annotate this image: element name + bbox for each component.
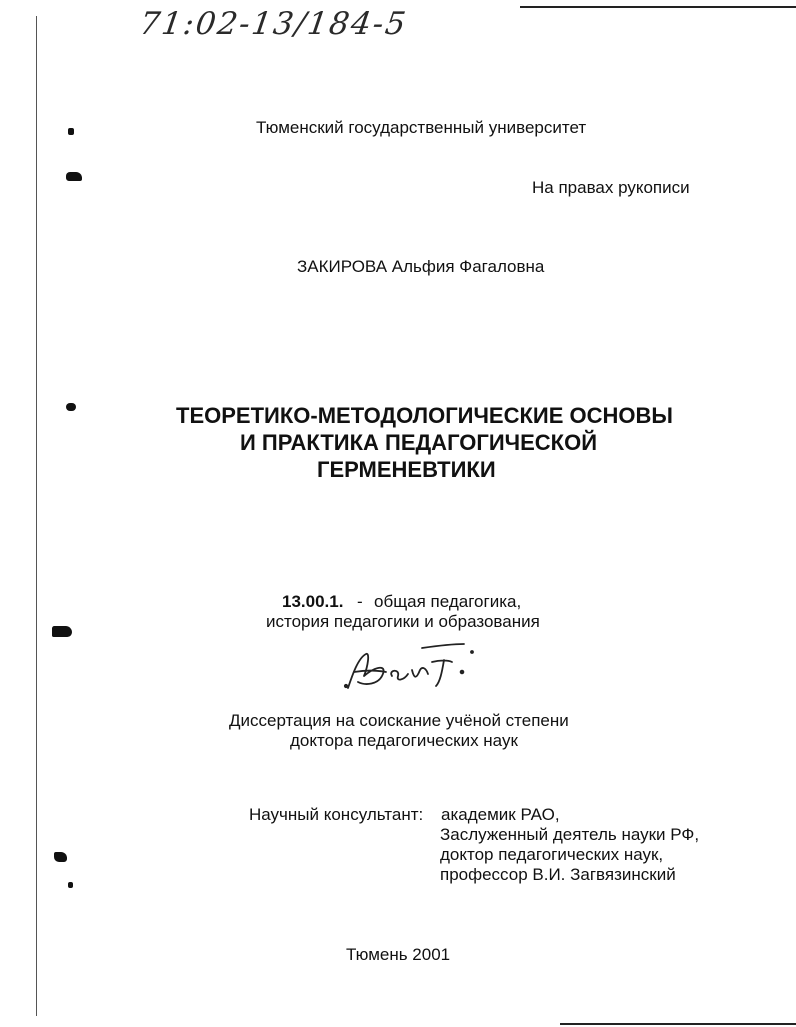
scan-border-left — [36, 16, 37, 1016]
scan-border-bottom — [560, 1023, 796, 1025]
dissertation-line-1: Диссертация на соискание учёной степени — [229, 711, 569, 730]
punch-mark-1 — [68, 128, 74, 135]
specialty-name-line-2: история педагогики и образования — [266, 612, 540, 631]
consultant-line-1: академик РАО, — [441, 805, 560, 824]
manuscript-rights: На правах рукописи — [532, 178, 690, 197]
punch-mark-6 — [68, 882, 73, 888]
title-line-1: ТЕОРЕТИКО-МЕТОДОЛОГИЧЕСКИЕ ОСНОВЫ — [176, 403, 673, 428]
title-line-3: ГЕРМЕНЕВТИКИ — [317, 457, 496, 482]
specialty-name-line-1: общая педагогика, — [374, 592, 522, 611]
title-line-2: И ПРАКТИКА ПЕДАГОГИЧЕСКОЙ — [240, 430, 598, 455]
scan-border-top — [520, 6, 796, 8]
dissertation-line-2: доктора педагогических наук — [290, 731, 518, 750]
archive-code: 71:02-13/184-5 — [137, 6, 410, 42]
consultant-line-2: Заслуженный деятель науки РФ, — [440, 825, 700, 844]
city-year: Тюмень 2001 — [346, 945, 451, 964]
author-name: ЗАКИРОВА Альфия Фагаловна — [297, 257, 545, 276]
specialty-code: 13.00.1. — [282, 592, 344, 611]
punch-mark-3 — [66, 403, 76, 411]
punch-mark-4 — [52, 626, 72, 637]
handwritten-signature — [336, 636, 496, 696]
consultant-line-3: доктор педагогических наук, — [440, 845, 664, 864]
specialty-dash: - — [357, 592, 363, 611]
punch-mark-2 — [66, 172, 82, 181]
university-name: Тюменский государственный университет — [256, 118, 587, 137]
punch-mark-5 — [54, 852, 67, 862]
consultant-line-4: профессор В.И. Загвязинский — [440, 865, 676, 884]
consultant-label: Научный консультант: — [249, 805, 424, 824]
